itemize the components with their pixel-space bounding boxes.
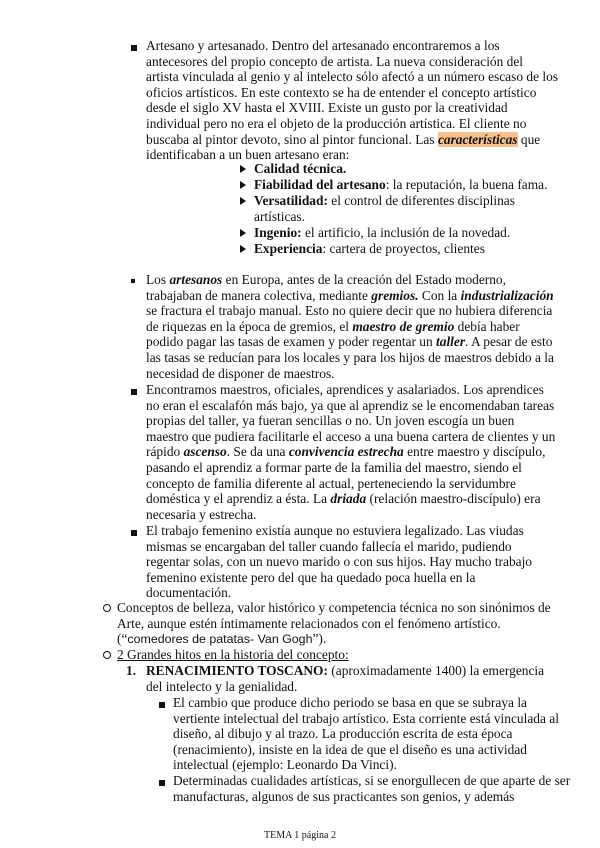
square-bullet-icon (131, 45, 137, 51)
square-bullet-icon (159, 780, 165, 786)
square-bullet-icon (131, 389, 137, 395)
quality-item: Calidad técnica. (254, 161, 347, 176)
square-bullet-icon (131, 279, 135, 283)
list-number: 1. (126, 663, 137, 678)
sub-bullet-cualidades: Determinadas cualidades artísticas, si se enorgullecen de que aparte de ser manufacturas, algunos de sus practicantes son genios, y además (173, 773, 571, 804)
square-bullet-icon (159, 702, 165, 708)
triangle-bullet-icon (240, 197, 246, 205)
circle-bullet-icon (103, 604, 111, 612)
circle-bullet-icon (103, 651, 111, 659)
bullet-maestros: Encontramos maestros, oficiales, aprendices y asalariados. Los aprendices no eran el escalafón más bajo, ya que al aprendiz se le encomendaban tareas propias del taller, ya fueran sencillas o no. Un joven escogía un buen maestro que pudiera facilitarle el acceso a una buena cartera de clientes y un rápido ascenso. Se da una convivencia estrecha entre maestro y discípulo, pasando el aprendiz a formar parte de la familia del maestro, siendo el concepto de familia diferente al actual, perteneciendo la servidumbre doméstica y el aprendiz a ésta. La driada (relación maestro-discípulo) era necesaria y estrecha. (146, 382, 556, 522)
page-footer: TEMA 1 página 2 (264, 830, 336, 841)
quality-item: Ingenio: el artificio, la inclusión de la novedad. (254, 225, 511, 240)
numbered-item-renacimiento: RENACIMIENTO TOSCANO: (aproximadamente 1400) la emergencia del intelecto y la genialidad. (146, 663, 545, 694)
triangle-bullet-icon (240, 229, 246, 237)
triangle-bullet-icon (240, 165, 246, 173)
quality-item: Versatilidad: el control de diferentes disciplinas artísticas. (254, 193, 515, 224)
circle-item-conceptos: Conceptos de belleza, valor histórico y competencia técnica no son sinónimos de Arte, aunque estén íntimamente relacionados con el fenómeno artístico. (“comedores de patatas- Van Gogh”). (117, 600, 551, 647)
bullet-trabajo-femenino: El trabajo femenino existía aunque no estuviera legalizado. Las viudas mismas se encargaban del taller cuando fallecía el marido, pudiendo regentar solas, con un nuevo marido o con sus hijos. Hay mucho trabajo femenino existente pero del que ha quedado poca huella en la documentación. (146, 523, 533, 601)
triangle-bullet-icon (240, 181, 246, 189)
highlighted-term: características (437, 131, 518, 147)
square-bullet-icon (131, 530, 137, 536)
section-heading: 2 Grandes hitos en la historia del concepto: (117, 647, 349, 662)
bullet-gremios: Los artesanos en Europa, antes de la creación del Estado moderno, trabajaban de manera colectiva, mediante gremios. Con la industrialización se fractura el trabajo manual. Esto no quiere decir que no hubiera diferencia de riquezas en la época de gremios, el maestro de gremio debía haber podido pagar las tasas de examen y poder regentar un taller. A pesar de esto las tasas se reducían para los locales y para los hijos de maestros debido a la necesidad de disponer de maestros. (146, 272, 554, 381)
quality-item: Fiabilidad del artesano: la reputación, la buena fama. (254, 177, 548, 192)
sub-bullet-cambio: El cambio que produce dicho periodo se basa en que se subraya la vertiente intelectual del trabajo artístico. Esta corriente está vinculada al diseño, al dibujo y al trazo. La producción escrita de esta época (renacimiento), insiste en la idea de que el diseño es una actividad intelectual (ejemplo: Leonardo Da Vinci). (173, 695, 559, 773)
bullet-artesanado: Artesano y artesanado. Dentro del artesanado encontraremos a los antecesores del propio concepto de artista. La nueva consideración del artista vinculada al genio y al intelecto sólo afectó a un número escaso de los oficios artísticos. En este contexto se ha de entender el concepto artístico desde el siglo XV hasta el XVIII. Existe un gusto por la creatividad individual pero no era el objeto de la producción artística. El cliente no buscaba al pintor devoto, sino al pintor funcional. Las características que identificaban a un buen artesano eran: (146, 38, 558, 163)
triangle-bullet-icon (240, 245, 246, 253)
quality-item: Experiencia: cartera de proyectos, clientes (254, 241, 485, 256)
